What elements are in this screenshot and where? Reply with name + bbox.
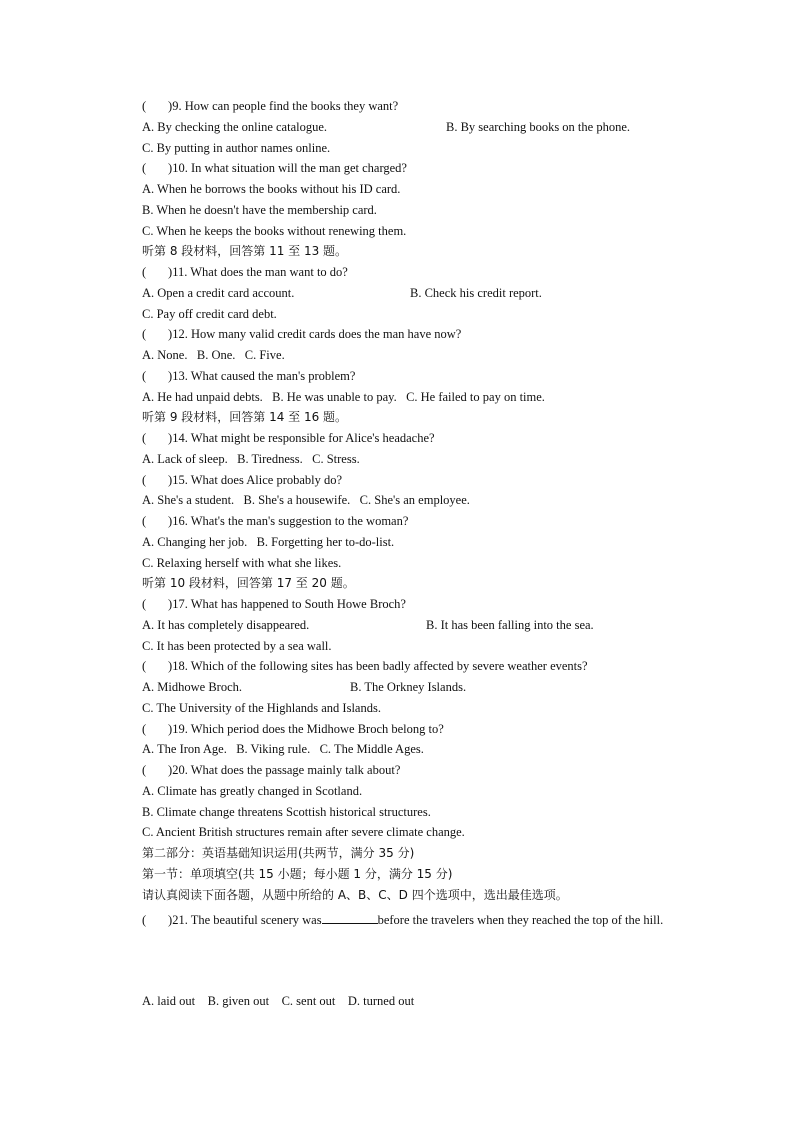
question-line <box>142 430 435 446</box>
question-line <box>142 700 381 716</box>
line-text: C. Relaxing herself with what she likes. <box>142 555 342 570</box>
section-heading <box>142 243 347 259</box>
question-line <box>142 617 594 633</box>
line-text: ( )9. How can people find the books they want? <box>142 99 399 113</box>
section-heading <box>142 409 347 425</box>
question-line <box>142 492 470 508</box>
section-heading <box>142 575 355 591</box>
line-text: ( )11. What does the man want to do? <box>142 265 348 279</box>
question-21-prefix: ( )21. The beautiful scenery was <box>142 913 322 927</box>
question-line <box>142 783 362 799</box>
answer-blank[interactable] <box>322 911 378 924</box>
line-text: C. When he keeps the books without renewing them. <box>142 223 407 238</box>
line-text: B. Climate change threatens Scottish historical structures. <box>142 804 431 819</box>
question-line <box>142 181 400 197</box>
question-line <box>142 119 631 135</box>
line-text: ( )12. How many valid credit cards does the man have now? <box>142 327 462 342</box>
line-text: ( )16. What's the man's suggestion to the woman? <box>142 514 409 528</box>
question-line <box>142 534 394 550</box>
line-text: ( )18. Which of the following sites has been badly affected by severe weather events? <box>142 659 588 674</box>
line-text: C. The University of the Highlands and Islands. <box>142 700 381 715</box>
line-text: A. Lack of sleep. B. Tiredness. C. Stress. <box>142 451 360 466</box>
section-heading <box>142 845 414 861</box>
line-text: A. She's a student. B. She's a housewife. C. She's an employee. <box>142 493 470 508</box>
question-line <box>142 160 407 176</box>
line-text: ( )14. What might be responsible for Alice's headache? <box>142 431 435 445</box>
line-text: A. None. B. One. C. Five. <box>142 348 285 362</box>
line-text: A. Changing her job. B. Forgetting her to-do-list. <box>142 534 395 549</box>
line-text: A. It has completely disappeared. <box>142 617 310 632</box>
question-line <box>142 347 285 363</box>
question-line <box>142 596 406 612</box>
option-b-text: B. It has been falling into the sea. <box>426 617 594 632</box>
line-text: ( )20. What does the passage mainly talk about? <box>142 763 401 777</box>
line-text: 第二部分：英语基础知识运用(共两节，满分 35 分) <box>142 846 415 860</box>
line-text: ( )19. Which period does the Midhowe Broch belong to? <box>142 721 444 736</box>
question-line <box>142 741 424 757</box>
question-line <box>142 472 342 488</box>
question-line <box>142 368 355 384</box>
question-line <box>142 762 400 778</box>
question-line <box>142 264 348 280</box>
question-line <box>142 306 277 322</box>
line-text: A. When he borrows the books without his ID card. <box>142 182 401 196</box>
question-line <box>142 98 398 114</box>
section-heading <box>142 887 568 903</box>
question-21-options: A. laid out B. given out C. sent out D. turned out <box>142 994 415 1008</box>
question-line <box>142 513 408 529</box>
question-line <box>142 202 377 218</box>
question-line <box>142 285 542 301</box>
question-line <box>142 326 461 342</box>
line-text: A. Midhowe Broch. <box>142 680 242 694</box>
line-text: A. By checking the online catalogue. <box>142 119 328 134</box>
question-line <box>142 638 332 654</box>
section-heading <box>142 866 452 882</box>
question-line <box>142 389 545 405</box>
line-text: ( )10. In what situation will the man get charged? <box>142 161 407 176</box>
question-line <box>142 679 467 695</box>
line-text: A. He had unpaid debts. B. He was unable to pay. C. He failed to pay on time. <box>142 389 545 404</box>
question-line <box>142 223 406 239</box>
question-21 <box>112 910 684 931</box>
line-text: C. Pay off credit card debt. <box>142 306 277 321</box>
line-text: 听第 10 段材料，回答第 17 至 20 题。 <box>142 576 355 591</box>
question-line <box>142 451 360 467</box>
question-line <box>142 824 465 840</box>
question-line <box>142 721 444 737</box>
line-text: A. The Iron Age. B. Viking rule. C. The Middle Ages. <box>142 742 424 757</box>
option-b-text: B. Check his credit report. <box>410 285 542 300</box>
option-b-text: B. By searching books on the phone. <box>446 119 631 134</box>
line-text: ( )15. What does Alice probably do? <box>142 472 343 487</box>
line-text: 请认真阅读下面各题，从题中所给的 A、B、C、D 四个选项中，选出最佳选项。 <box>142 887 568 902</box>
line-text: C. Ancient British structures remain after severe climate change. <box>142 825 465 840</box>
line-text: A. Open a credit card account. <box>142 285 295 300</box>
question-21-text <box>112 910 684 931</box>
line-text: 听第 8 段材料，回答第 11 至 13 题。 <box>142 244 348 259</box>
question-21-suffix: before the travelers when they reached the top of the hill. <box>377 913 664 927</box>
line-text: C. By putting in author names online. <box>142 140 331 155</box>
question-line <box>142 555 341 571</box>
question-line <box>142 140 330 156</box>
line-text: ( )13. What caused the man's problem? <box>142 368 356 383</box>
line-text: 听第 9 段材料，回答第 14 至 16 题。 <box>142 410 348 425</box>
line-text: ( )17. What has happened to South Howe Broch? <box>142 597 406 611</box>
line-text: 第一节：单项填空(共 15 小题；每小题 1 分，满分 15 分) <box>142 866 453 881</box>
line-text: A. Climate has greatly changed in Scotland. <box>142 783 363 798</box>
question-line <box>142 804 431 820</box>
option-b-text: B. The Orkney Islands. <box>350 680 467 694</box>
line-text: B. When he doesn't have the membership card. <box>142 202 377 217</box>
line-text: C. It has been protected by a sea wall. <box>142 638 332 653</box>
question-line <box>142 658 588 674</box>
